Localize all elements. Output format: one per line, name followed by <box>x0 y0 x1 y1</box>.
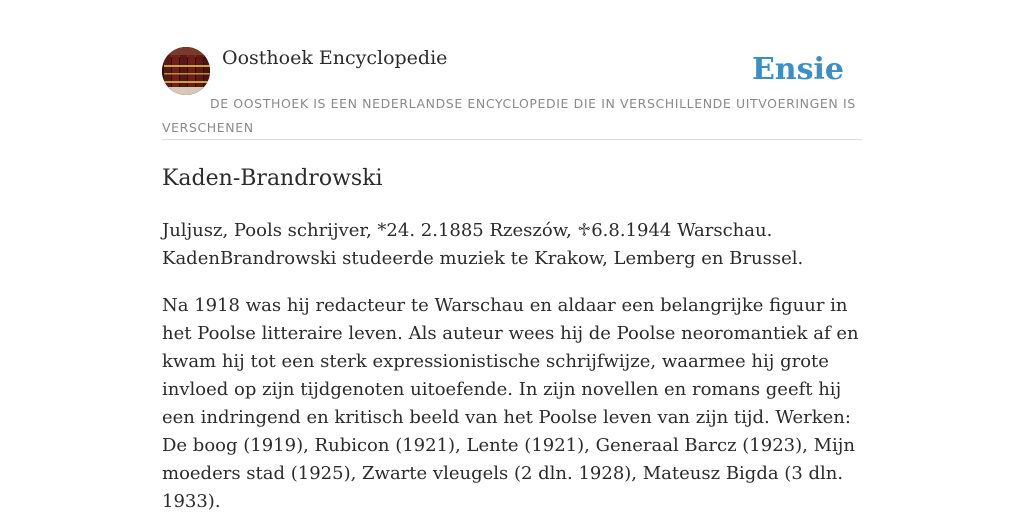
site-tagline: DE OOSTHOEK IS EEN NEDERLANDSE ENCYCLOPEDIE DIE IN VERSCHILLENDE UITVOERINGEN IS VERSCHENEN <box>162 96 856 135</box>
article-paragraph: Na 1918 was hij redacteur te Warschau en aldaar een belangrijke figuur in het Poolse litteraire leven. Als auteur wees hij de Poolse neoromantiek af en kwam hij tot een sterk expressionistische schrijfwijze, waarmee hij grote invloed op zijn tijdgenoten uitoefende. In zijn novellen en romans geeft hij een indringend en kritisch beeld van het Poolse leven van zijn tijd. Werken: De boog (1919), Rubicon (1921), Lente (1921), Generaal Barcz (1923), Mijn moeders stad (1925), Zwarte vleugels (2 dln. 1928), Mateusz Bigda (3 dln. 1933). <box>162 295 859 512</box>
article-title: Kaden-Brandrowski <box>162 166 383 191</box>
site-name[interactable]: Oosthoek Encyclopedie <box>222 47 448 69</box>
brand-logo[interactable]: Ensie <box>751 52 844 87</box>
site-header <box>162 46 862 140</box>
article-paragraph: Juljusz, Pools schrijver, *24. 2.1885 Rzeszów, ♱6.8.1944 Warschau. KadenBrandrowski studeerde muziek te Krakow, Lemberg en Brussel. <box>162 220 804 269</box>
encyclopedia-books-icon[interactable] <box>162 47 210 95</box>
article <box>162 162 866 512</box>
